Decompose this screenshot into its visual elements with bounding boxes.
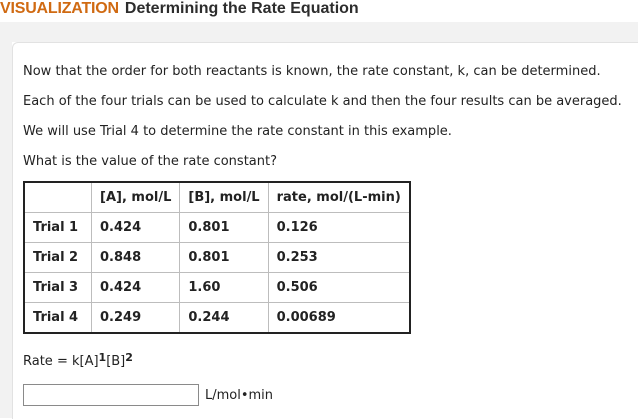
trial-4-paragraph: We will use Trial 4 to determine the rate constant in this example. [23,124,452,139]
page-title: Determining the Rate Equation [124,0,359,17]
table-header-cell: [A], mol/L [92,182,180,213]
intro-paragraph: Now that the order for both reactants is known, the rate constant, k, can be determined. [23,64,601,79]
trial-label: Trial 1 [24,213,92,243]
trials-table [23,181,411,334]
table-header-row [24,182,410,213]
table-cell: 0.424 [92,213,180,243]
rate-equation [23,351,133,370]
top-band [0,22,638,42]
table-header-cell: [B], mol/L [180,182,268,213]
rate-constant-input[interactable] [23,384,199,406]
left-margin-band [0,42,12,418]
table-cell: 0.126 [268,213,410,243]
table-cell: 0.506 [268,273,410,303]
table-cell: 0.801 [180,243,268,273]
table-header-cell: rate, mol/(L-min) [268,182,410,213]
trial-label: Trial 3 [24,273,92,303]
question-paragraph: What is the value of the rate constant? [23,154,277,169]
page-header [0,0,359,20]
exponent-a: 1 [98,351,107,364]
trial-label: Trial 2 [24,243,92,273]
exponent-b: 2 [125,351,133,364]
table-cell: 0.801 [180,213,268,243]
table-cell: 0.848 [92,243,180,273]
table-row [24,273,410,303]
table-cell: 0.424 [92,273,180,303]
table-row [24,243,410,273]
trial-label: Trial 4 [24,303,92,334]
table-cell: 0.249 [92,303,180,334]
averaging-paragraph: Each of the four trials can be used to calculate k and then the four results can be averaged. [23,94,622,109]
visualization-tag: VISUALIZATION [0,0,119,17]
table-cell: 0.244 [180,303,268,334]
rate-equation-prefix: Rate = k[A] [23,354,99,369]
table-row [24,213,410,243]
table-cell: 1.60 [180,273,268,303]
table-cell: 0.00689 [268,303,410,334]
table-header-cell [24,182,92,213]
table-cell: 0.253 [268,243,410,273]
rate-equation-b: [B] [106,354,126,369]
rate-constant-unit: L/mol•min [205,388,274,403]
table-row [24,303,410,334]
